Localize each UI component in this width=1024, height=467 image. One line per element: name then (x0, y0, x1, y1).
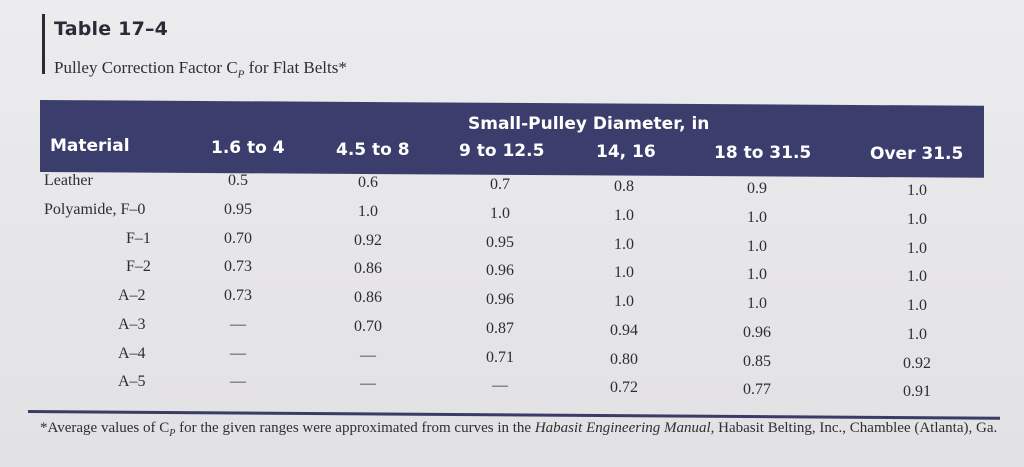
row-label: A–5 (118, 373, 146, 390)
table-cell: 1.0 (614, 293, 634, 310)
table-cell: 0.87 (486, 320, 514, 337)
column-header-5: 18 to 31.5 (714, 143, 812, 163)
table-cell: 1.0 (358, 203, 378, 220)
footnote-subscript: P (169, 428, 176, 439)
table-cell: 0.92 (903, 355, 931, 372)
table-cell: 0.96 (486, 262, 514, 279)
column-header-3: 9 to 12.5 (459, 141, 545, 161)
table-cell: 1.0 (614, 207, 634, 224)
table-cell: 0.95 (486, 234, 514, 251)
table-cell: 0.95 (224, 201, 252, 218)
table-cell: — (230, 373, 246, 390)
table-cell: 0.94 (610, 322, 638, 339)
table-cell: 0.6 (358, 174, 378, 191)
table-cell: 0.71 (486, 349, 514, 366)
table-cell: 1.0 (907, 240, 927, 257)
table-cell: 0.8 (614, 178, 634, 195)
table-cell: 0.70 (224, 230, 252, 247)
table-cell: 0.96 (486, 291, 514, 308)
table-cell: 1.0 (490, 205, 510, 222)
column-header-2: 4.5 to 8 (336, 140, 410, 160)
row-label: F–2 (126, 258, 151, 275)
table-cell: 0.77 (743, 381, 771, 398)
caption-rule (42, 14, 45, 74)
table-cell: 0.92 (354, 232, 382, 249)
footnote-manual-title: Habasit Engineering Manual, (534, 420, 715, 436)
footnote-text-3: Habasit Belting, Inc., Chamblee (Atlanta), Ga. (714, 420, 998, 436)
table-cell: 0.96 (743, 324, 771, 341)
table-cell: — (230, 345, 246, 362)
row-label: Leather (44, 172, 93, 189)
column-header-6: Over 31.5 (870, 144, 964, 164)
caption-subscript: P (237, 68, 245, 81)
column-header-1: 1.6 to 4 (211, 138, 285, 158)
table-cell: 1.0 (747, 295, 767, 312)
caption-tail: for Flat Belts* (244, 58, 347, 77)
table-cell: — (230, 316, 246, 333)
table-cell: 0.86 (354, 260, 382, 277)
table-cell: 0.5 (228, 172, 248, 189)
table-cell: 1.0 (747, 266, 767, 283)
table-number: Table 17–4 (54, 18, 169, 40)
table-cell: 0.70 (354, 318, 382, 335)
column-header-4: 14, 16 (596, 142, 656, 162)
table-cell: 0.91 (903, 383, 931, 400)
table-cell: 1.0 (907, 182, 927, 199)
span-header-diameter: Small-Pulley Diameter, in (468, 114, 710, 134)
footnote-text-1: *Average values of C (40, 420, 170, 436)
table-cell: — (492, 377, 508, 394)
table-cell: 1.0 (614, 236, 634, 253)
table-cell: 0.73 (224, 287, 252, 304)
footnote-text-2: for the given ranges were approximated from curves in the (175, 420, 535, 436)
table-cell: 1.0 (747, 209, 767, 226)
table-cell: 0.72 (610, 379, 638, 396)
row-label: Polyamide, F–0 (44, 201, 146, 218)
table-cell: 1.0 (614, 264, 634, 281)
table-cell: 0.80 (610, 351, 638, 368)
table-cell: 1.0 (907, 326, 927, 343)
row-label: A–2 (118, 287, 146, 304)
table-cell: — (360, 375, 376, 392)
table-header-band (40, 100, 984, 178)
table-cell: 1.0 (907, 211, 927, 228)
row-label: F–1 (126, 230, 151, 247)
table-cell: 0.85 (743, 353, 771, 370)
row-label: A–3 (118, 316, 146, 333)
table-cell: 0.73 (224, 258, 252, 275)
table-cell: 0.9 (747, 180, 767, 197)
table-caption (54, 58, 347, 80)
table-cell: 1.0 (907, 268, 927, 285)
table-cell: 0.86 (354, 289, 382, 306)
table-cell: — (360, 347, 376, 364)
caption-text: Pulley Correction Factor C (54, 58, 238, 77)
row-label: A–4 (118, 345, 146, 362)
table-cell: 1.0 (907, 297, 927, 314)
footnote (40, 418, 1000, 444)
table-cell: 0.7 (490, 176, 510, 193)
column-header-material: Material (50, 136, 130, 156)
table-cell: 1.0 (747, 238, 767, 255)
